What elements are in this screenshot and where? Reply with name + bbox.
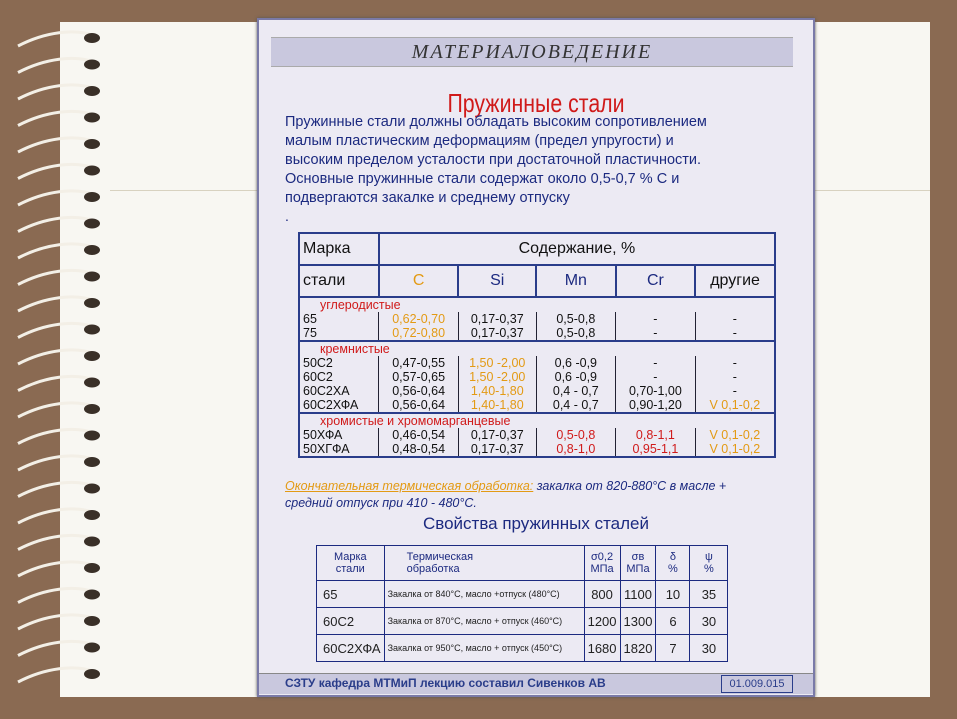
cell-cr: 0,90-1,20 bbox=[616, 398, 696, 413]
cell-c: 0,48-0,54 bbox=[379, 442, 459, 457]
composition-table bbox=[298, 232, 776, 458]
cell-mn: 0,5-0,8 bbox=[536, 326, 616, 341]
cell-mn: 0,6 -0,9 bbox=[536, 356, 616, 370]
final-treatment-text: закалка от 820-880°С в масле + bbox=[533, 479, 727, 493]
cell-si: 1,40-1,80 bbox=[458, 384, 536, 398]
cell-c: 0,47-0,55 bbox=[379, 356, 459, 370]
cell-c: 0,46-0,54 bbox=[379, 428, 459, 442]
spiral-ring bbox=[18, 32, 95, 46]
table-row bbox=[317, 635, 728, 662]
spiral-hole bbox=[84, 457, 100, 467]
spiral-ring bbox=[18, 350, 95, 364]
group-row bbox=[299, 341, 775, 356]
spiral-hole bbox=[84, 669, 100, 679]
spiral-hole bbox=[84, 139, 100, 149]
bullet-dot: . bbox=[285, 208, 289, 224]
table-row bbox=[299, 326, 775, 341]
cell-o: - bbox=[695, 326, 775, 341]
spiral-hole bbox=[84, 537, 100, 547]
spiral-ring bbox=[18, 85, 95, 99]
spiral-ring bbox=[18, 297, 95, 311]
intro-text bbox=[285, 113, 785, 208]
spiral-ring bbox=[18, 588, 95, 602]
table-row bbox=[317, 581, 728, 608]
cell-t: Закалка от 840°С, масло +отпуск (480°С) bbox=[384, 581, 584, 608]
spiral-hole bbox=[84, 643, 100, 653]
intro-line: подвергаются закалке и среднему отпуску bbox=[285, 190, 570, 206]
cell-c: 0,72-0,80 bbox=[379, 326, 459, 341]
table-row bbox=[299, 370, 775, 384]
cell-m: 60С2 bbox=[317, 608, 385, 635]
cell-si: 1,50 -2,00 bbox=[458, 370, 536, 384]
table-row bbox=[299, 428, 775, 442]
spiral-binding-icon bbox=[0, 24, 110, 704]
spiral-ring bbox=[18, 615, 95, 629]
cell-cr: - bbox=[616, 356, 696, 370]
cell-psi: 35 bbox=[690, 581, 728, 608]
spiral-hole bbox=[84, 245, 100, 255]
spiral-hole bbox=[84, 113, 100, 123]
cell-d: 6 bbox=[656, 608, 690, 635]
cell-cr: 0,8-1,1 bbox=[616, 428, 696, 442]
spiral-hole bbox=[84, 60, 100, 70]
spiral-hole bbox=[84, 272, 100, 282]
spiral-ring bbox=[18, 456, 95, 470]
header-mn: Mn bbox=[536, 265, 616, 297]
cell-mn: 0,5-0,8 bbox=[536, 312, 616, 326]
header-treatment: Термическая обработка bbox=[384, 546, 584, 581]
table-row bbox=[299, 312, 775, 326]
cell-cr: 0,70-1,00 bbox=[616, 384, 696, 398]
spiral-ring bbox=[18, 58, 95, 72]
header-marka: Марка стали bbox=[317, 546, 385, 581]
ruled-line bbox=[812, 190, 930, 191]
cell-c: 0,57-0,65 bbox=[379, 370, 459, 384]
cell-o: - bbox=[695, 356, 775, 370]
spiral-hole bbox=[84, 563, 100, 573]
header-c: C bbox=[379, 265, 459, 297]
cell-sb: 1300 bbox=[620, 608, 656, 635]
cell-o: V 0,1-0,2 bbox=[695, 442, 775, 457]
cell-o: V 0,1-0,2 bbox=[695, 398, 775, 413]
cell-mn: 0,8-1,0 bbox=[536, 442, 616, 457]
slide bbox=[257, 18, 815, 697]
cell-m: 60С2ХА bbox=[299, 384, 379, 398]
spiral-ring bbox=[18, 270, 95, 284]
cell-s02: 800 bbox=[584, 581, 620, 608]
final-treatment bbox=[285, 478, 795, 512]
header-content: Содержание, % bbox=[379, 233, 775, 265]
header-other: другие bbox=[695, 265, 775, 297]
cell-mn: 0,4 - 0,7 bbox=[536, 384, 616, 398]
spiral-ring bbox=[18, 323, 95, 337]
group-row bbox=[299, 413, 775, 428]
table-row bbox=[317, 608, 728, 635]
spiral-hole bbox=[84, 510, 100, 520]
cell-cr: 0,95-1,1 bbox=[616, 442, 696, 457]
cell-psi: 30 bbox=[690, 608, 728, 635]
cell-t: Закалка от 870°С, масло + отпуск (460°С) bbox=[384, 608, 584, 635]
cell-m: 50ХГФА bbox=[299, 442, 379, 457]
spiral-hole bbox=[84, 378, 100, 388]
cell-mn: 0,4 - 0,7 bbox=[536, 398, 616, 413]
intro-line: Пружинные стали должны обладать высоким сопротивлением bbox=[285, 114, 707, 130]
cell-m: 65 bbox=[317, 581, 385, 608]
slide-title: Пружинные стали bbox=[447, 88, 625, 118]
cell-m: 50ХФА bbox=[299, 428, 379, 442]
cell-sb: 1820 bbox=[620, 635, 656, 662]
cell-cr: - bbox=[616, 312, 696, 326]
header-sigma02: σ0,2 МПа bbox=[584, 546, 620, 581]
header-delta: δ % bbox=[656, 546, 690, 581]
cell-m: 65 bbox=[299, 312, 379, 326]
spiral-ring bbox=[18, 191, 95, 205]
header-psi: ψ % bbox=[690, 546, 728, 581]
cell-mn: 0,6 -0,9 bbox=[536, 370, 616, 384]
cell-o: - bbox=[695, 312, 775, 326]
intro-line: малым пластическим деформациям (предел упругости) и bbox=[285, 133, 674, 149]
header-marka: Марка bbox=[299, 233, 379, 265]
spiral-hole bbox=[84, 404, 100, 414]
table-row bbox=[299, 398, 775, 413]
cell-s02: 1200 bbox=[584, 608, 620, 635]
spiral-hole bbox=[84, 298, 100, 308]
cell-si: 0,17-0,37 bbox=[458, 326, 536, 341]
spiral-hole bbox=[84, 325, 100, 335]
spiral-ring bbox=[18, 641, 95, 655]
table-row bbox=[299, 356, 775, 370]
cell-si: 1,50 -2,00 bbox=[458, 356, 536, 370]
cell-t: Закалка от 950°С, масло + отпуск (450°С) bbox=[384, 635, 584, 662]
table-row bbox=[299, 384, 775, 398]
spiral-hole bbox=[84, 33, 100, 43]
spiral-hole bbox=[84, 219, 100, 229]
spiral-hole bbox=[84, 484, 100, 494]
intro-line: высоким пределом усталости при достаточной пластичности. bbox=[285, 152, 702, 168]
spiral-ring bbox=[18, 535, 95, 549]
cell-si: 1,40-1,80 bbox=[458, 398, 536, 413]
cell-c: 0,56-0,64 bbox=[379, 398, 459, 413]
properties-title: Свойства пружинных сталей bbox=[422, 514, 650, 533]
cell-m: 75 bbox=[299, 326, 379, 341]
cell-si: 0,17-0,37 bbox=[458, 442, 536, 457]
cell-c: 0,62-0,70 bbox=[379, 312, 459, 326]
cell-cr: - bbox=[616, 326, 696, 341]
cell-m: 60С2ХФА bbox=[299, 398, 379, 413]
cell-si: 0,17-0,37 bbox=[458, 428, 536, 442]
cell-m: 60С2ХФА bbox=[317, 635, 385, 662]
cell-m: 60С2 bbox=[299, 370, 379, 384]
spiral-ring bbox=[18, 111, 95, 125]
header-cr: Cr bbox=[616, 265, 696, 297]
spiral-ring bbox=[18, 217, 95, 231]
spiral-ring bbox=[18, 376, 95, 390]
final-treatment-text2: средний отпуск при 410 - 480°С. bbox=[285, 496, 477, 510]
cell-si: 0,17-0,37 bbox=[458, 312, 536, 326]
header-stali: стали bbox=[299, 265, 379, 297]
cell-o: - bbox=[695, 384, 775, 398]
slide-footer bbox=[259, 673, 813, 694]
cell-d: 10 bbox=[656, 581, 690, 608]
header-si: Si bbox=[458, 265, 536, 297]
spiral-hole bbox=[84, 192, 100, 202]
spiral-ring bbox=[18, 164, 95, 178]
group-label: хромистые и хромомарганцевые bbox=[299, 413, 775, 428]
spiral-hole bbox=[84, 351, 100, 361]
spiral-ring bbox=[18, 429, 95, 443]
intro-line: Основные пружинные стали содержат около 0,5-0,7 % С и bbox=[285, 171, 680, 187]
footer-author: СЗТУ кафедра МТМиП лекцию составил Сивенков АВ bbox=[285, 676, 606, 690]
spiral-hole bbox=[84, 590, 100, 600]
cell-s02: 1680 bbox=[584, 635, 620, 662]
footer-code: 01.009.015 bbox=[721, 675, 793, 693]
spiral-ring bbox=[18, 482, 95, 496]
spiral-ring bbox=[18, 562, 95, 576]
spiral-hole bbox=[84, 86, 100, 96]
cell-psi: 30 bbox=[690, 635, 728, 662]
cell-sb: 1100 bbox=[620, 581, 656, 608]
spiral-ring bbox=[18, 403, 95, 417]
spiral-ring bbox=[18, 138, 95, 152]
cell-c: 0,56-0,64 bbox=[379, 384, 459, 398]
final-treatment-label: Окончательная термическая обработка: bbox=[285, 479, 534, 493]
spiral-ring bbox=[18, 668, 95, 682]
group-label: углеродистые bbox=[299, 297, 775, 312]
group-row bbox=[299, 297, 775, 312]
cell-mn: 0,5-0,8 bbox=[536, 428, 616, 442]
cell-m: 50С2 bbox=[299, 356, 379, 370]
cell-o: - bbox=[695, 370, 775, 384]
spiral-ring bbox=[18, 509, 95, 523]
header-sigmab: σв МПа bbox=[620, 546, 656, 581]
spiral-ring bbox=[18, 244, 95, 258]
table-row bbox=[299, 442, 775, 457]
group-label: кремнистые bbox=[299, 341, 775, 356]
cell-o: V 0,1-0,2 bbox=[695, 428, 775, 442]
spiral-hole bbox=[84, 616, 100, 626]
spiral-hole bbox=[84, 166, 100, 176]
cell-d: 7 bbox=[656, 635, 690, 662]
cell-cr: - bbox=[616, 370, 696, 384]
spiral-hole bbox=[84, 431, 100, 441]
slide-header: МАТЕРИАЛОВЕДЕНИЕ bbox=[271, 37, 793, 67]
properties-table bbox=[316, 545, 728, 662]
